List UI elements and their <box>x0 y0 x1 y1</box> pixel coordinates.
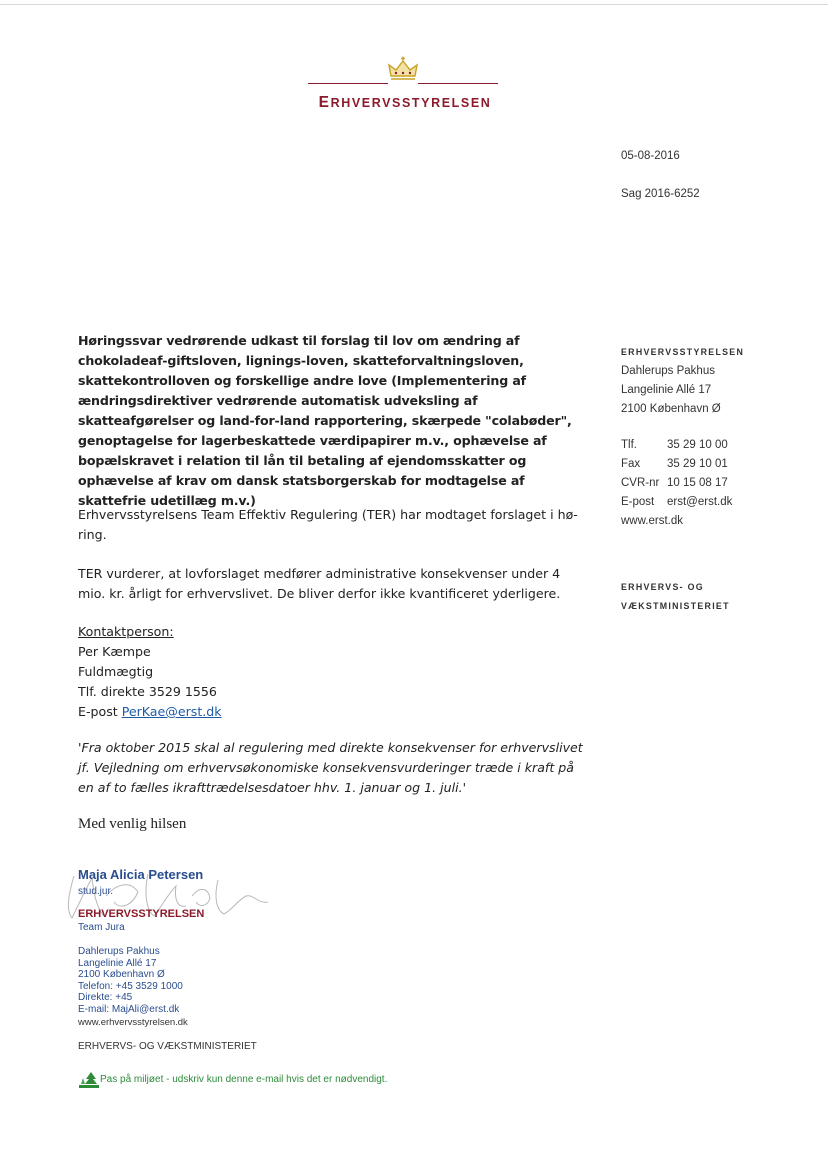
logo-line-right <box>418 83 498 84</box>
crown-icon <box>386 56 420 84</box>
logo-line-left <box>308 83 388 84</box>
sidebar-org-name: ERHVERVSSTYRELSEN <box>621 347 745 357</box>
signature-address <box>78 946 183 1015</box>
sidebar-address-line: Langelinie Allé 17 <box>621 384 712 396</box>
sidebar-address <box>621 343 744 419</box>
page-top-rule <box>0 4 828 5</box>
contact-title: Fuldmægtig <box>78 664 154 679</box>
contact-name: Per Kæmpe <box>78 644 151 659</box>
case-number: Sag 2016-6252 <box>621 188 700 200</box>
regulation-quote: 'Fra oktober 2015 skal al regulering med direkte konsekvenser for erhvervslivet jf. Vejledning om erhvervsøkonomiske konsekvensvurderinger træde i kraft på en af to fælles ikrafttrædelsesdatoer hhv. 1. januar og 1. juli.' <box>78 740 583 795</box>
contact-block <box>78 622 578 722</box>
signature-title: stud.jur. <box>78 886 114 897</box>
sidebar-ministry: ERHVERVS- OG VÆKSTMINISTERIET <box>621 582 730 611</box>
closing-greeting: Med venlig hilsen <box>78 816 187 832</box>
signature-ministry: ERHVERVS- OG VÆKSTMINISTERIET <box>78 1041 257 1052</box>
signature-address-line: Dahlerups Pakhus <box>78 946 160 957</box>
signature-address-line: Telefon: +45 3529 1000 <box>78 980 183 992</box>
tree-icon <box>77 1070 101 1090</box>
sidebar-website[interactable]: www.erst.dk <box>621 515 683 527</box>
eco-note: Pas på miljøet - udskriv kun denne e-mail hvis det er nødvendigt. <box>100 1074 388 1085</box>
signature-team: Team Jura <box>78 922 125 933</box>
sidebar-contact-row: E-post erst@erst.dk <box>621 496 733 508</box>
sidebar-contact-row: Tlf. 35 29 10 00 <box>621 439 728 451</box>
contact-phone: Tlf. direkte 3529 1556 <box>78 684 217 699</box>
signature-name: Maja Alicia Petersen <box>78 867 204 882</box>
signature-address-line: 2100 København Ø <box>78 969 165 980</box>
signature-address-line: Langelinie Allé 17 <box>78 957 157 969</box>
contact-email-row <box>78 702 578 722</box>
letter-date: 05-08-2016 <box>621 150 680 162</box>
signature-email: E-mail: MajAli@erst.dk <box>78 1003 180 1015</box>
sidebar-contact-row: CVR-nr 10 15 08 17 <box>621 477 728 489</box>
sidebar-contacts <box>621 436 732 531</box>
signature-website[interactable]: www.erhvervsstyrelsen.dk <box>78 1017 188 1028</box>
sidebar-address-line: Dahlerups Pakhus <box>621 365 715 377</box>
contact-email-link[interactable]: PerKae@erst.dk <box>121 704 222 719</box>
sidebar-address-line: 2100 København Ø <box>621 403 721 415</box>
paragraph-assessment: TER vurderer, at lovforslaget medfører administrative konsekvenser under 4 mio. kr. årligt for erhvervslivet. De bliver derfor ikke kvantificeret yderligere. <box>78 566 561 601</box>
signature-org: ERHVERVSSTYRELSEN <box>78 908 205 920</box>
contact-email-label: E-post <box>78 704 122 719</box>
paragraph-received: Erhvervsstyrelsens Team Effektiv Regulering (TER) har modtaget forslaget i hø-ring. <box>78 507 578 542</box>
letter-subject: Høringssvar vedrørende udkast til forslag til lov om ændring af chokoladeaf-giftsloven, lignings-loven, skatteforvaltningsloven, skattekontrolloven og forskellige andre love (Implementering af ændringsdirektiver vedrørende automatisk udveksling af skatteafgørelser og land-for-land rapportering, skærpede "colabøder", genoptagelse for lagerbeskattede værdipapirer m.v., ophævelse af bopælskravet i relation til lån til betaling af ejendomsskatter og ophævelse af krav om dansk statsborgerskab for modtagelse af skattefrie udetillæg m.v.) <box>78 333 572 508</box>
signature-address-line: Direkte: +45 <box>78 992 133 1003</box>
contact-heading: Kontaktperson: <box>78 624 174 639</box>
sidebar-contact-row: Fax 35 29 10 01 <box>621 458 728 470</box>
sidebar-contact-table <box>621 436 732 512</box>
logo-wordmark: ERHVERVSSTYRELSEN <box>318 94 492 111</box>
